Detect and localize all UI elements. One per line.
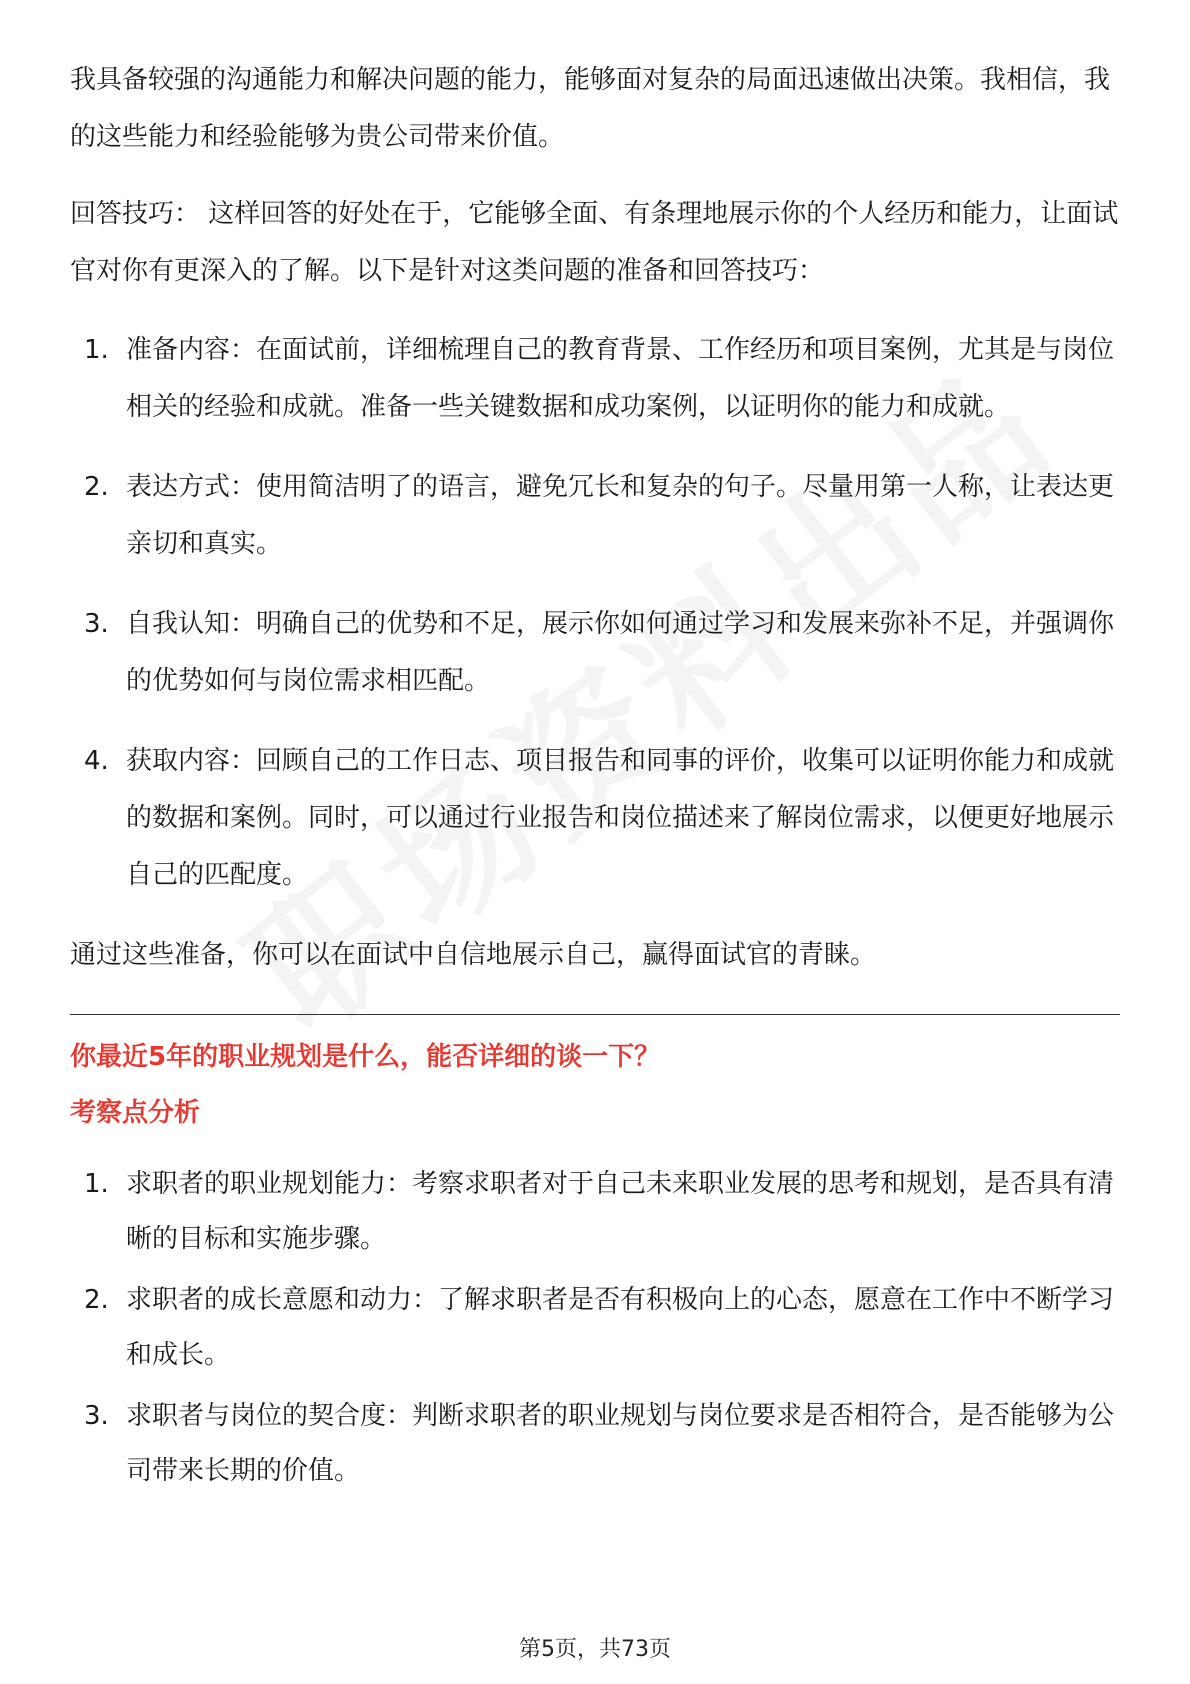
intro-paragraph: 我具备较强的沟通能力和解决问题的能力，能够面对复杂的局面迅速做出决策。我相信，我的这些能力和经验能够为贵公司带来价值。 [70,65,1111,152]
divider [70,1014,1120,1015]
analysis-list [70,1157,1120,1499]
question-heading: 你最近5年的职业规划是什么，能否详细的谈一下？ [70,1042,661,1072]
tips-list [70,322,1120,904]
list-item: 2. 表达方式：使用简洁明了的语言，避免冗长和复杂的句子。尽量用第一人称，让表达更亲切和真实。 [84,472,1115,559]
conclusion-paragraph: 通过这些准备，你可以在面试中自信地展示自己，赢得面试官的青睐。 [70,940,877,970]
analysis-heading: 考察点分析 [70,1098,201,1128]
list-item: 4. 获取内容：回顾自己的工作日志、项目报告和同事的评价，收集可以证明你能力和成就的数据和案例。同时，可以通过行业报告和岗位描述来了解岗位需求，以便更好地展示自己的匹配度。 [84,746,1115,890]
page-footer: 第5页，共73页 [519,1637,671,1662]
list-item: 3. 求职者与岗位的契合度：判断求职者的职业规划与岗位要求是否相符合，是否能够为公司带来长期的价值。 [84,1401,1115,1486]
list-item: 1. 准备内容：在面试前，详细梳理自己的教育背景、工作经历和项目案例，尤其是与岗位相关的经验和成就。准备一些关键数据和成功案例，以证明你的能力和成就。 [84,335,1115,422]
list-item: 1. 求职者的职业规划能力：考察求职者对于自己未来职业发展的思考和规划，是否具有清晰的目标和实施步骤。 [84,1169,1115,1254]
document-page [70,52,1120,1505]
list-item: 2. 求职者的成长意愿和动力：了解求职者是否有积极向上的心态，愿意在工作中不断学习和成长。 [84,1285,1115,1370]
list-item: 3. 自我认知：明确自己的优势和不足，展示你如何通过学习和发展来弥补不足，并强调你的优势如何与岗位需求相匹配。 [84,609,1115,696]
tips-intro-paragraph: 回答技巧： 这样回答的好处在于，它能够全面、有条理地展示你的个人经历和能力，让面试官对你有更深入的了解。以下是针对这类问题的准备和回答技巧： [70,199,1119,286]
